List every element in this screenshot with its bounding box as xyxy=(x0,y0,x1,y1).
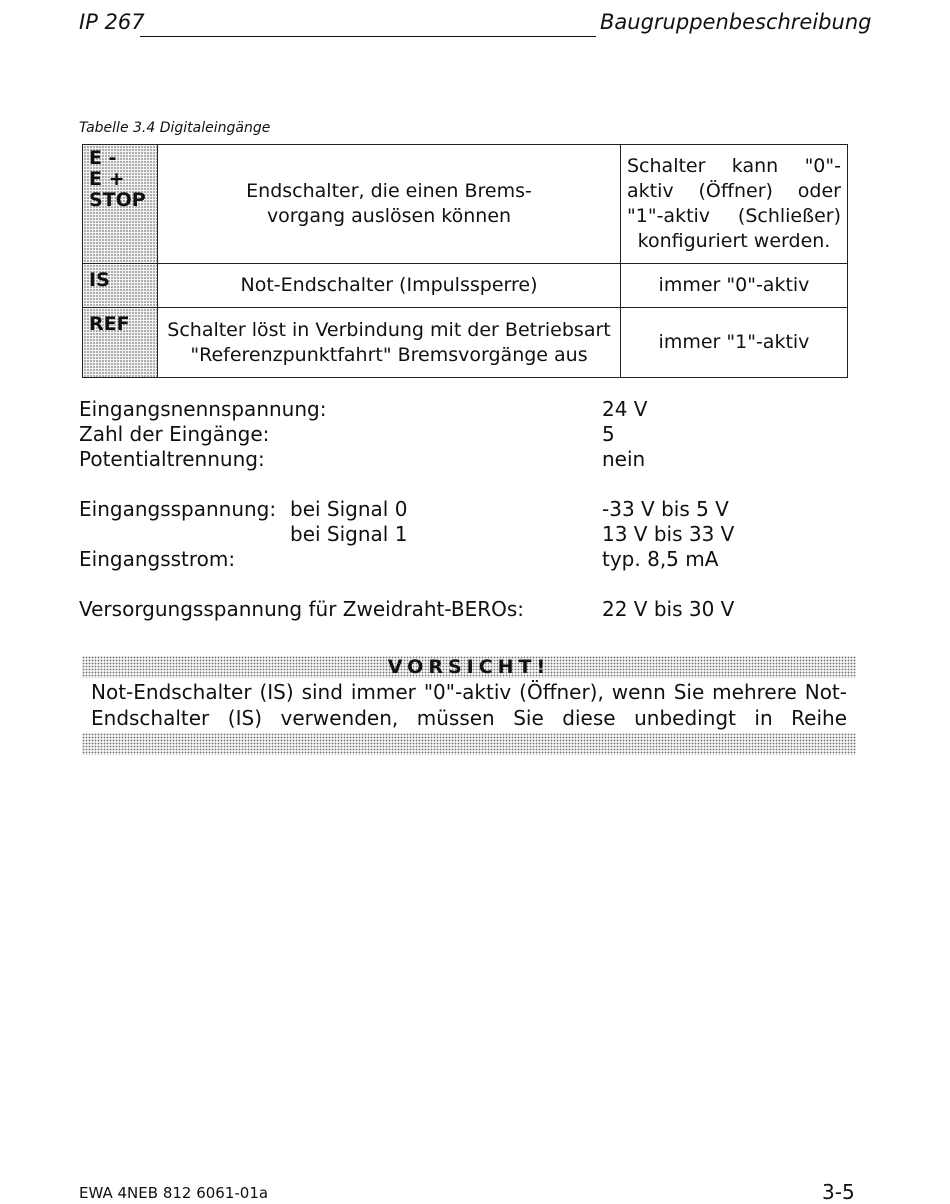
table-row xyxy=(83,264,848,308)
signal-code: E + xyxy=(89,168,125,190)
signal1-value: 13 V bis 33 V xyxy=(602,522,735,546)
footer-page-number: 3-5 xyxy=(822,1180,855,1204)
description-line: Endschalter, die einen Brems- xyxy=(246,180,532,202)
activity-line: immer "0"-aktiv xyxy=(658,274,810,296)
description-cell xyxy=(158,308,621,378)
description-line: Not-Endschalter (Impulssperre) xyxy=(240,274,538,296)
signal-code: E - xyxy=(89,147,117,169)
signal1-label: bei Signal 1 xyxy=(290,522,408,546)
description-cell xyxy=(158,264,621,308)
activity-line: "1"-aktiv (Schließer) xyxy=(627,205,841,227)
header-rule xyxy=(140,36,596,37)
signal0-label: bei Signal 0 xyxy=(290,497,408,521)
input-current-value: typ. 8,5 mA xyxy=(602,547,719,571)
activity-cell xyxy=(621,145,848,264)
description-cell xyxy=(158,145,621,264)
description-line: vorgang auslösen können xyxy=(266,205,512,227)
activity-line: Schalter kann "0"- xyxy=(627,155,841,177)
signal-code-cell xyxy=(83,264,158,308)
nominal-voltage-label: Eingangsnennspannung: xyxy=(79,397,327,421)
input-count-label: Zahl der Eingänge: xyxy=(79,422,270,446)
activity-line: konfiguriert werden. xyxy=(637,230,831,252)
signal-code: REF xyxy=(89,313,130,335)
table-caption: Tabelle 3.4 Digitaleingänge xyxy=(79,120,271,136)
footer-document-number: EWA 4NEB 812 6061-01a xyxy=(79,1184,269,1202)
digital-inputs-table xyxy=(82,144,848,378)
description-line: Schalter löst in Verbindung mit der Betriebsart xyxy=(167,318,611,341)
description-line: "Referenzpunktfahrt" Bremsvorgänge aus xyxy=(190,343,588,366)
isolation-label: Potentialtrennung: xyxy=(79,447,265,471)
activity-line: immer "1"-aktiv xyxy=(658,331,810,353)
header-left: IP 267 xyxy=(79,10,145,34)
input-current-label: Eingangsstrom: xyxy=(79,547,236,571)
caution-title: VORSICHT! xyxy=(387,656,551,678)
signal-code-cell xyxy=(83,308,158,378)
activity-cell xyxy=(621,308,848,378)
activity-line: aktiv (Öffner) oder xyxy=(627,180,841,202)
isolation-value: nein xyxy=(602,447,646,471)
signal-code-cell xyxy=(83,145,158,264)
signal0-value: -33 V bis 5 V xyxy=(602,497,729,521)
table-row xyxy=(83,308,848,378)
caution-bottom-bar xyxy=(82,733,856,755)
table-row xyxy=(83,145,848,264)
activity-cell xyxy=(621,264,848,308)
input-count-value: 5 xyxy=(602,422,615,446)
nominal-voltage-value: 24 V xyxy=(602,397,648,421)
signal-code: IS xyxy=(89,269,110,291)
signal-code: STOP xyxy=(89,189,146,211)
caution-text: Not-Endschalter (IS) sind immer "0"-aktiv (Öffner), wenn Sie mehrere Not-Endschalter (IS) verwenden, müssen Sie diese unbedingt in Reihe xyxy=(91,680,847,730)
header-right: Baugruppenbeschreibung xyxy=(600,10,872,34)
supply-voltage-value: 22 V bis 30 V xyxy=(602,597,735,621)
supply-voltage-label: Versorgungsspannung für Zweidraht-BEROs: xyxy=(79,597,525,621)
input-voltage-label: Eingangsspannung: xyxy=(79,497,277,521)
